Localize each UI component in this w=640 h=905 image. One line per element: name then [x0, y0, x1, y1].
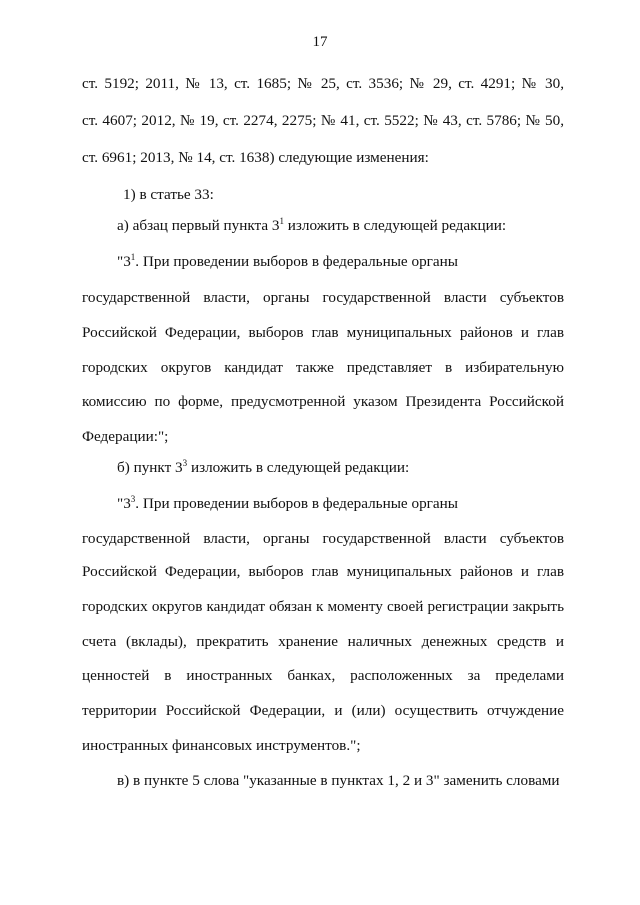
text-line: 1) в статье 33: [123, 186, 214, 203]
text-line: ст. 4607; 2012, № 19, ст. 2274, 2275; № 41, ст. 5522; № 43, ст. 5786; № 50, [82, 112, 564, 129]
text-line: ст. 5192; 2011, № 13, ст. 1685; № 25, ст. 3536; № 29, ст. 4291; № 30, [82, 75, 564, 92]
text-line: городских округов кандидат обязан к моменту своей регистрации закрыть [82, 598, 564, 615]
text-line: ценностей в иностранных банках, расположенных за пределами [82, 667, 564, 684]
text-line: в) в пункте 5 слова "указанные в пунктах 1, 2 и 3" заменить словами [117, 772, 560, 789]
text-line: счета (вклады), прекратить хранение наличных денежных средств и [82, 633, 564, 650]
text-line: Федерации:"; [82, 428, 169, 445]
text-line: ст. 6961; 2013, № 14, ст. 1638) следующие изменения: [82, 149, 429, 166]
text-line: б) пункт $3^3$ изложить в следующей редакции: [117, 458, 410, 476]
text-line: городских округов кандидат также представляет в избирательную [82, 359, 564, 376]
text-line: государственной власти, органы государственной власти субъектов [82, 289, 564, 306]
text-line: Российской Федерации, выборов глав муниципальных районов и глав [82, 324, 564, 341]
text-line: комиссию по форме, предусмотренной указом Президента Российской [82, 393, 564, 410]
text-line: "$3^1$. При проведении выборов в федеральные органы [117, 252, 458, 270]
text-line: территории Российской Федерации, и (или) осуществить отчуждение [82, 702, 564, 719]
text-line: государственной власти, органы государственной власти субъектов [82, 530, 564, 547]
text-line: иностранных финансовых инструментов."; [82, 737, 361, 754]
text-line: а) абзац первый пункта $3^1$ изложить в следующей редакции: [117, 216, 507, 234]
text-line: "$3^3$. При проведении выборов в федеральные органы [117, 494, 458, 512]
text-line: Российской Федерации, выборов глав муниципальных районов и глав [82, 563, 564, 580]
page-number: 17 [312, 34, 328, 50]
